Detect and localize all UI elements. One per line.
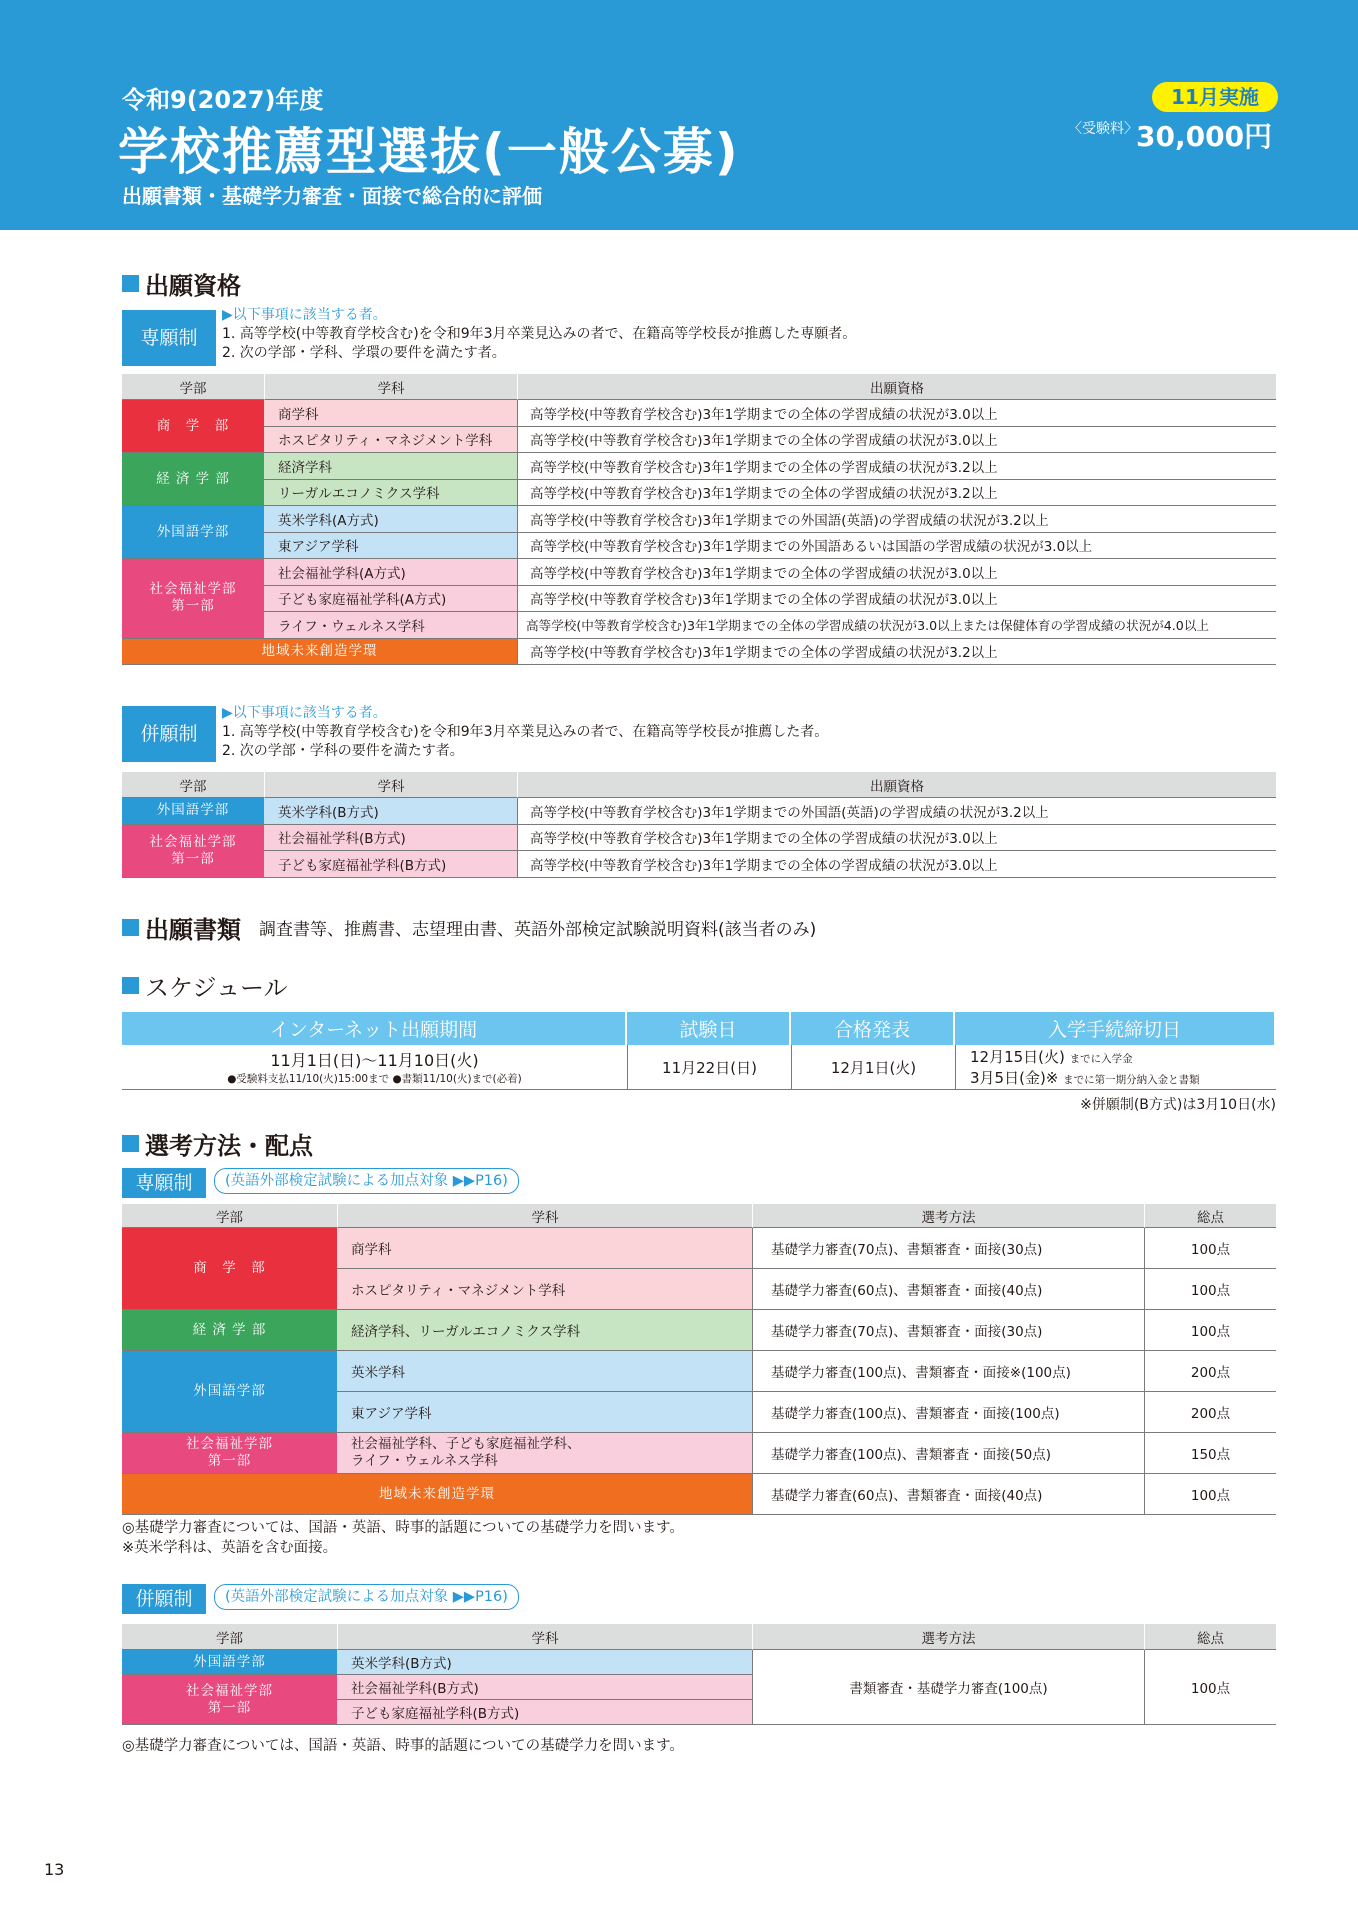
dept-foreign-lang: 外国語学部 <box>122 798 264 825</box>
method: 基礎学力審査(100点)、書類審査・面接(100点) <box>752 1392 1144 1433</box>
qual-table-2 <box>122 772 1276 878</box>
col-header: 選考方法 <box>752 1204 1144 1228</box>
col-header: 総点 <box>1144 1624 1276 1650</box>
subject: 経済学科、リーガルエコノミクス学科 <box>337 1310 752 1351</box>
dept-regional-future: 地域未来創造学環 <box>122 639 517 666</box>
col-header: 学部 <box>122 374 264 400</box>
subject: 商学科 <box>337 1228 752 1269</box>
qualification: 高等学校(中等教育学校含む)3年1学期までの全体の学習成績の状況が3.0以上 <box>517 400 1276 427</box>
rule-2: 2. 次の学部・学科の要件を満たす者。 <box>222 743 464 759</box>
dept-economics: 経 済 学 部 <box>122 453 264 506</box>
period-note: ●受験料支払11/10(火)15:00まで ●書類11/10(火)まで(必着) <box>227 1073 522 1085</box>
col-header: 学科 <box>337 1624 752 1650</box>
exam-date: 11月22日(日) <box>627 1045 791 1090</box>
method: 基礎学力審査(60点)、書類審査・面接(40点) <box>752 1269 1144 1310</box>
period-value: 11月1日(日)～11月10日(火) <box>270 1051 479 1070</box>
rule-1: 1. 高等学校(中等教育学校含む)を令和9年3月卒業見込みの者で、在籍高等学校長が推薦した者。 <box>222 724 829 740</box>
subject: 英米学科(B方式) <box>264 798 517 825</box>
method: 基礎学力審査(70点)、書類審査・面接(30点) <box>752 1310 1144 1351</box>
qualification: 高等学校(中等教育学校含む)3年1学期までの外国語(英語)の学習成績の状況が3.2以上 <box>517 798 1276 825</box>
points: 150点 <box>1144 1433 1276 1474</box>
deadline-1-note: までに入学金 <box>1069 1053 1133 1065</box>
dept-social-welfare: 社会福祉学部 第一部 <box>122 1433 337 1474</box>
dept-commerce: 商 学 部 <box>122 1228 337 1310</box>
subject: ホスピタリティ・マネジメント学科 <box>264 427 517 454</box>
dept-social-welfare: 社会福祉学部 第一部 <box>122 825 264 878</box>
dept-foreign-lang: 外国語学部 <box>122 1650 337 1675</box>
tag-heiganse: 併願制 <box>122 1584 206 1614</box>
col-header: 学部 <box>122 1204 337 1228</box>
deadline-1: 12月15日(火) <box>970 1048 1065 1066</box>
points: 100点 <box>1144 1650 1276 1725</box>
subject: リーガルエコノミクス学科 <box>264 480 517 507</box>
square-icon <box>122 275 139 292</box>
section-qualification <box>122 266 241 301</box>
col-header: 総点 <box>1144 1204 1276 1228</box>
subject: 東アジア学科 <box>337 1392 752 1433</box>
qualification: 高等学校(中等教育学校含む)3年1学期までの全体の学習成績の状況が3.0以上 <box>517 559 1276 586</box>
page-subtitle: 出願書類・基礎学力審査・面接で総合的に評価 <box>122 184 542 208</box>
subject: 商学科 <box>264 400 517 427</box>
bonus-note: (英語外部検定試験による加点対象 ▶▶P16) <box>214 1584 519 1610</box>
qualification: 高等学校(中等教育学校含む)3年1学期までの外国語(英語)の学習成績の状況が3.2以上 <box>517 506 1276 533</box>
qualification: 高等学校(中等教育学校含む)3年1学期までの全体の学習成績の状況が3.0以上 <box>517 851 1276 878</box>
col-header: 合格発表 <box>791 1012 955 1045</box>
subject: 社会福祉学科(B方式) <box>337 1675 752 1700</box>
dept-foreign-lang: 外国語学部 <box>122 1351 337 1433</box>
deadline-2-note: までに第一期分納入金と書類 <box>1063 1074 1200 1086</box>
col-header: 試験日 <box>627 1012 791 1045</box>
section-schedule <box>122 968 288 1003</box>
fee-label: 〈受験料〉 <box>1068 121 1138 137</box>
col-header: 入学手続締切日 <box>955 1012 1276 1045</box>
selection-footnotes <box>122 1518 684 1558</box>
tag-heiganse: 併願制 <box>122 706 216 762</box>
col-header: インターネット出願期間 <box>122 1012 627 1045</box>
square-icon <box>122 977 139 994</box>
qual-rules-1 <box>222 306 856 363</box>
col-header: 学部 <box>122 1624 337 1650</box>
subject: 子ども家庭福祉学科(A方式) <box>264 586 517 613</box>
year-label: 令和9(2027)年度 <box>122 86 324 114</box>
footnote: ※英米学科は、英語を含む面接。 <box>122 1540 338 1556</box>
square-icon <box>122 919 139 936</box>
section-documents <box>122 910 816 945</box>
section-title: スケジュール <box>145 974 288 1002</box>
rule-lead: ▶以下事項に該当する者。 <box>222 307 387 323</box>
bonus-note: (英語外部検定試験による加点対象 ▶▶P16) <box>214 1168 519 1194</box>
qualification: 高等学校(中等教育学校含む)3年1学期までの全体の学習成績の状況が3.2以上 <box>517 639 1276 666</box>
points: 100点 <box>1144 1228 1276 1269</box>
schedule-table <box>122 1012 1276 1090</box>
subject: 英米学科 <box>337 1351 752 1392</box>
selection-footnote-2: ◎基礎学力審査については、国語・英語、時事的話題についての基礎学力を問います。 <box>122 1738 684 1754</box>
header-banner <box>0 0 1358 230</box>
subject: ライフ・ウェルネス学科 <box>264 612 517 639</box>
month-badge: 11月実施 <box>1152 82 1278 112</box>
dept-social-welfare: 社会福祉学部 第一部 <box>122 1675 337 1725</box>
qual-rules-2 <box>222 704 828 761</box>
subject: 社会福祉学科(B方式) <box>264 825 517 852</box>
method: 書類審査・基礎学力審査(100点) <box>752 1650 1144 1725</box>
subject: 子ども家庭福祉学科(B方式) <box>264 851 517 878</box>
subject: 社会福祉学科、子ども家庭福祉学科、 ライフ・ウェルネス学科 <box>337 1433 752 1474</box>
method: 基礎学力審査(100点)、書類審査・面接(50点) <box>752 1433 1144 1474</box>
subject: 社会福祉学科(A方式) <box>264 559 517 586</box>
application-period <box>122 1045 627 1090</box>
dept-economics: 経 済 学 部 <box>122 1310 337 1351</box>
col-header: 学科 <box>264 374 517 400</box>
col-header: 学科 <box>264 772 517 798</box>
square-icon <box>122 1135 139 1152</box>
dept-regional-future: 地域未来創造学環 <box>122 1474 752 1515</box>
section-title: 選考方法・配点 <box>145 1132 313 1160</box>
rule-lead: ▶以下事項に該当する者。 <box>222 705 387 721</box>
subject: 経済学科 <box>264 453 517 480</box>
schedule-note: ※併願制(B方式)は3月10日(水) <box>1080 1097 1276 1113</box>
method: 基礎学力審査(100点)、書類審査・面接※(100点) <box>752 1351 1144 1392</box>
page-title: 学校推薦型選抜(一般公募) <box>118 123 740 181</box>
qualification: 高等学校(中等教育学校含む)3年1学期までの全体の学習成績の状況が3.0以上 <box>517 427 1276 454</box>
qual-table-1 <box>122 374 1276 665</box>
tag-senganse: 専願制 <box>122 310 216 366</box>
documents-list: 調査書等、推薦書、志望理由書、英語外部検定試験説明資料(該当者のみ) <box>259 920 817 940</box>
subject: 東アジア学科 <box>264 533 517 560</box>
dept-commerce: 商 学 部 <box>122 400 264 453</box>
section-title: 出願資格 <box>145 272 241 300</box>
selection-table-2 <box>122 1624 1276 1725</box>
section-title: 出願書類 <box>145 916 241 944</box>
col-header: 出願資格 <box>517 374 1276 400</box>
points: 100点 <box>1144 1474 1276 1515</box>
rule-2: 2. 次の学部・学科、学環の要件を満たす者。 <box>222 345 506 361</box>
col-header: 出願資格 <box>517 772 1276 798</box>
points: 200点 <box>1144 1351 1276 1392</box>
col-header: 学科 <box>337 1204 752 1228</box>
method: 基礎学力審査(70点)、書類審査・面接(30点) <box>752 1228 1144 1269</box>
footnote: ◎基礎学力審査については、国語・英語、時事的話題についての基礎学力を問います。 <box>122 1520 684 1536</box>
result-date: 12月1日(火) <box>791 1045 955 1090</box>
subject: 子ども家庭福祉学科(B方式) <box>337 1700 752 1725</box>
subject: 英米学科(B方式) <box>337 1650 752 1675</box>
tag-senganse: 専願制 <box>122 1168 206 1198</box>
subject: 英米学科(A方式) <box>264 506 517 533</box>
dept-foreign-lang: 外国語学部 <box>122 506 264 559</box>
method: 基礎学力審査(60点)、書類審査・面接(40点) <box>752 1474 1144 1515</box>
qualification: 高等学校(中等教育学校含む)3年1学期までの全体の学習成績の状況が3.0以上または保健体育の学習成績の状況が4.0以上 <box>517 612 1276 639</box>
rule-1: 1. 高等学校(中等教育学校含む)を令和9年3月卒業見込みの者で、在籍高等学校長が推薦した専願者。 <box>222 326 857 342</box>
qualification: 高等学校(中等教育学校含む)3年1学期までの全体の学習成績の状況が3.2以上 <box>517 453 1276 480</box>
qualification: 高等学校(中等教育学校含む)3年1学期までの全体の学習成績の状況が3.0以上 <box>517 825 1276 852</box>
page-number: 13 <box>44 1860 65 1879</box>
points: 100点 <box>1144 1269 1276 1310</box>
col-header: 選考方法 <box>752 1624 1144 1650</box>
qualification: 高等学校(中等教育学校含む)3年1学期までの外国語あるいは国語の学習成績の状況が3.0以上 <box>517 533 1276 560</box>
deadline <box>955 1045 1276 1090</box>
subject: ホスピタリティ・マネジメント学科 <box>337 1269 752 1310</box>
qualification: 高等学校(中等教育学校含む)3年1学期までの全体の学習成績の状況が3.2以上 <box>517 480 1276 507</box>
section-selection <box>122 1126 313 1161</box>
dept-social-welfare: 社会福祉学部 第一部 <box>122 559 264 639</box>
points: 100点 <box>1144 1310 1276 1351</box>
fee-value: 30,000円 <box>1136 120 1273 153</box>
qualification: 高等学校(中等教育学校含む)3年1学期までの全体の学習成績の状況が3.0以上 <box>517 586 1276 613</box>
deadline-2: 3月5日(金)※ <box>970 1069 1059 1087</box>
points: 200点 <box>1144 1392 1276 1433</box>
col-header: 学部 <box>122 772 264 798</box>
selection-table-1 <box>122 1204 1276 1515</box>
